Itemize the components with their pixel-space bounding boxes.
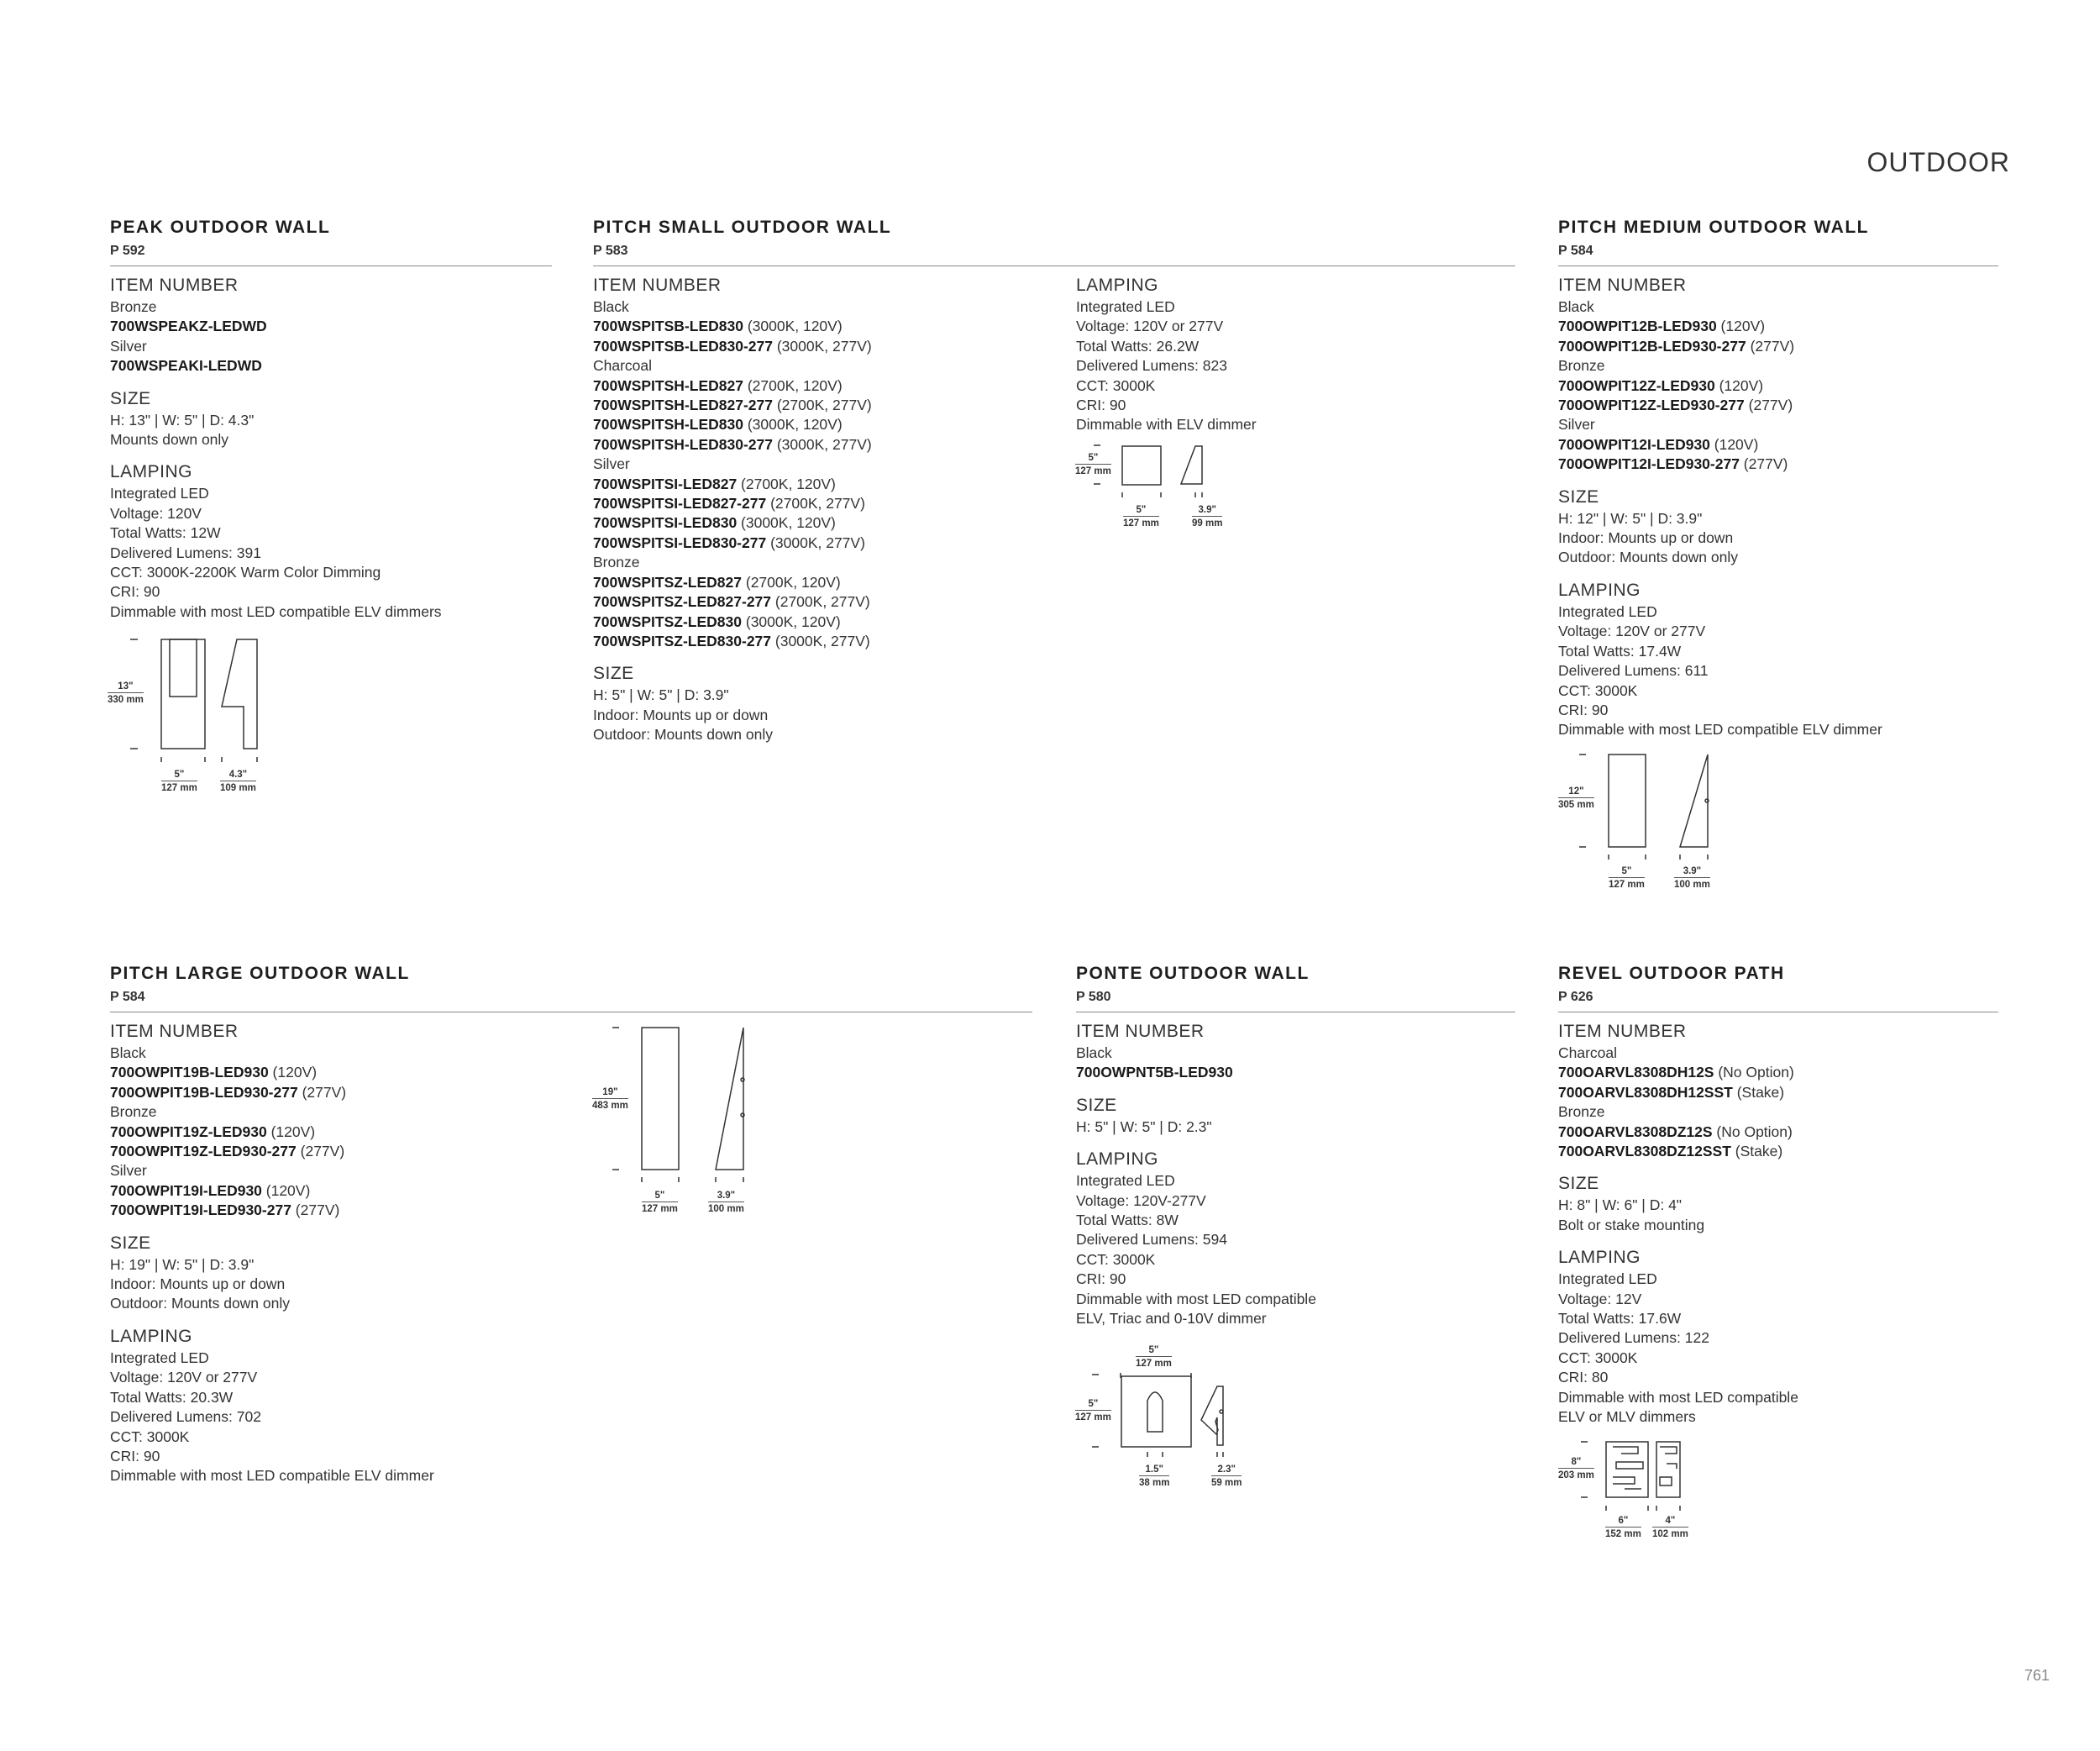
width-inches: 5" xyxy=(174,770,185,780)
product-title-ponte: PONTE OUTDOOR WALL xyxy=(1076,964,1310,983)
sku: 700OWPIT12Z-LED930-277 xyxy=(1558,397,1745,414)
pitch-large-dimension-drawing xyxy=(611,1025,753,1193)
sku-note: (277V) xyxy=(291,1202,340,1219)
product-page-pitch-large: P 584 xyxy=(110,990,145,1004)
product-title-pitch-large: PITCH LARGE OUTDOOR WALL xyxy=(110,964,410,983)
width-mm: 38 mm xyxy=(1139,1475,1169,1489)
finish-label: Black xyxy=(1558,298,1594,315)
sku: 700WSPEAKI-LEDWD xyxy=(110,357,262,375)
top-width-inches: 5" xyxy=(1148,1345,1159,1355)
sku: 700OWPIT19Z-LED930 xyxy=(110,1123,267,1140)
pitch-small-height-dim xyxy=(1075,452,1111,477)
lamping-line: Total Watts: 17.6W xyxy=(1558,1310,1682,1328)
depth-mm: 100 mm xyxy=(708,1202,744,1215)
lamping-line: CCT: 3000K xyxy=(110,1428,190,1445)
lamping-line: Total Watts: 8W xyxy=(1076,1212,1179,1229)
lamping-line: Voltage: 120V-277V xyxy=(1076,1191,1206,1209)
peak-depth-dim xyxy=(220,769,256,794)
ponte-height-dim xyxy=(1075,1398,1111,1423)
lamping-line: CRI: 90 xyxy=(110,583,160,601)
width-inches: 1.5" xyxy=(1145,1464,1163,1475)
sku-note: (277V) xyxy=(1744,397,1793,414)
lamping-line: Voltage: 120V or 277V xyxy=(1076,318,1224,335)
lamping-line: Total Watts: 26.2W xyxy=(1076,337,1200,355)
item-number-heading: ITEM NUMBER xyxy=(110,276,239,295)
lamping-line: Delivered Lumens: 122 xyxy=(1558,1329,1709,1347)
lamping-line: Total Watts: 17.4W xyxy=(1558,642,1682,660)
sku-note: (2700K, 120V) xyxy=(737,475,836,492)
lamping-line: CRI: 90 xyxy=(1076,397,1126,414)
sku: 700WSPITSI-LED830 xyxy=(593,514,738,532)
finish-label: Black xyxy=(1076,1044,1112,1061)
sku-note: (Stake) xyxy=(1732,1083,1785,1101)
sku: 700OWPNT5B-LED930 xyxy=(1076,1064,1233,1081)
size-heading: SIZE xyxy=(1558,486,1599,507)
height-mm: 203 mm xyxy=(1558,1468,1594,1481)
finish-label: Bronze xyxy=(1558,1103,1605,1121)
finish-label: Silver xyxy=(1558,416,1595,434)
lamping-heading: LAMPING xyxy=(1558,1248,1641,1268)
size-line: H: 8" | W: 6" | D: 4" xyxy=(1558,1196,1683,1214)
lamping-line: Voltage: 120V or 277V xyxy=(1558,623,1706,640)
size-heading: SIZE xyxy=(593,664,634,684)
item-number-heading: ITEM NUMBER xyxy=(110,1022,239,1041)
lamping-line: Integrated LED xyxy=(1558,602,1657,620)
depth-inches: 4.3" xyxy=(228,770,248,780)
sku-note: (277V) xyxy=(297,1083,347,1101)
sku-note: (2700K, 120V) xyxy=(743,376,843,394)
lamping-line: CCT: 3000K xyxy=(1558,681,1638,699)
spec-block-revel xyxy=(1558,1020,1798,1428)
size-heading: SIZE xyxy=(1558,1174,1599,1194)
finish-label: Charcoal xyxy=(593,357,653,375)
sku: 700OWPIT12Z-LED930 xyxy=(1558,376,1715,394)
product-title-peak: PEAK OUTDOOR WALL xyxy=(110,218,331,237)
revel-depth-dim xyxy=(1652,1515,1688,1540)
finish-label: Charcoal xyxy=(1558,1044,1618,1061)
sku: 700WSPITSB-LED830-277 xyxy=(593,337,773,355)
sku-note: (2700K, 277V) xyxy=(766,495,865,513)
product-page-pitch-small: P 583 xyxy=(593,244,628,258)
lamping-line: Integrated LED xyxy=(110,485,209,502)
lamping-heading: LAMPING xyxy=(1076,1149,1159,1170)
sku-note: (120V) xyxy=(1716,318,1766,335)
peak-height-dim xyxy=(108,681,144,706)
revel-height-dim xyxy=(1558,1456,1594,1481)
lamping-line: Dimmable with most LED compatible xyxy=(1076,1290,1316,1307)
height-mm: 305 mm xyxy=(1558,797,1594,811)
height-inches: 19" xyxy=(602,1087,618,1097)
width-inches: 6" xyxy=(1618,1516,1629,1526)
ponte-top-width-dim xyxy=(1136,1344,1172,1370)
depth-mm: 99 mm xyxy=(1192,516,1222,529)
sku-note: (120V) xyxy=(1709,435,1759,453)
lamping-line: CCT: 3000K-2200K Warm Color Dimming xyxy=(110,564,381,581)
finish-label: Bronze xyxy=(110,1103,157,1121)
size-line: Indoor: Mounts up or down xyxy=(1558,529,1734,547)
finish-label: Silver xyxy=(110,337,147,355)
sku: 700WSPITSZ-LED830-277 xyxy=(593,632,772,649)
spec-block-pitch-large xyxy=(110,1020,434,1486)
sku: 700WSPITSI-LED830-277 xyxy=(593,534,767,551)
sku: 700WSPITSI-LED827 xyxy=(593,475,738,492)
pitch-small-depth-dim xyxy=(1192,504,1222,529)
revel-width-dim xyxy=(1605,1515,1641,1540)
sku: 700WSPITSI-LED827-277 xyxy=(593,495,767,513)
pitch-medium-dimension-drawing xyxy=(1578,752,1720,870)
sku-note: (3000K, 120V) xyxy=(743,416,843,434)
lamping-line: CCT: 3000K xyxy=(1076,1250,1156,1268)
lamping-line: CRI: 80 xyxy=(1558,1369,1609,1386)
lamping-line: Delivered Lumens: 823 xyxy=(1076,357,1227,375)
spec-block-ponte xyxy=(1076,1020,1316,1328)
depth-inches: 4" xyxy=(1665,1516,1676,1526)
pitch-medium-depth-dim xyxy=(1674,865,1710,891)
sku: 700OWPIT19I-LED930 xyxy=(110,1181,262,1199)
spec-block-peak xyxy=(110,274,442,622)
lamping-line: Integrated LED xyxy=(1558,1270,1657,1288)
product-page-ponte: P 580 xyxy=(1076,990,1111,1004)
height-inches: 13" xyxy=(118,681,134,691)
lamping-line: Delivered Lumens: 391 xyxy=(110,544,261,561)
product-title-pitch-medium: PITCH MEDIUM OUTDOOR WALL xyxy=(1558,218,1869,237)
sku: 700WSPITSH-LED830-277 xyxy=(593,435,773,453)
sku: 700WSPITSZ-LED830 xyxy=(593,613,742,630)
lamping-line: Voltage: 12V xyxy=(1558,1290,1642,1307)
depth-mm: 59 mm xyxy=(1211,1475,1242,1489)
height-inches: 8" xyxy=(1571,1457,1582,1467)
product-title-revel: REVEL OUTDOOR PATH xyxy=(1558,964,1785,983)
size-line: H: 5" | W: 5" | D: 2.3" xyxy=(1076,1117,1212,1135)
depth-inches: 3.9" xyxy=(717,1191,736,1201)
pitch-large-depth-dim xyxy=(708,1190,744,1215)
spec-block-pitch-medium xyxy=(1558,274,1882,740)
finish-label: Black xyxy=(593,298,629,315)
sku: 700OARVL8308DH12SST xyxy=(1558,1083,1733,1101)
page-number: 761 xyxy=(2024,1667,2050,1684)
height-mm: 127 mm xyxy=(1075,464,1111,477)
lamping-line: Total Watts: 12W xyxy=(110,524,221,542)
sku-note: (No Option) xyxy=(1714,1064,1794,1081)
item-number-heading: ITEM NUMBER xyxy=(1558,276,1687,295)
sku: 700WSPITSB-LED830 xyxy=(593,318,743,335)
lamping-line: ELV or MLV dimmers xyxy=(1558,1408,1696,1426)
lamping-line: CRI: 90 xyxy=(1558,701,1609,718)
height-mm: 483 mm xyxy=(592,1098,628,1112)
lamping-line: Integrated LED xyxy=(110,1349,209,1366)
finish-label: Bronze xyxy=(593,554,640,571)
sku: 700OWPIT19B-LED930-277 xyxy=(110,1083,298,1101)
sku-note: (No Option) xyxy=(1712,1123,1793,1140)
size-line: Outdoor: Mounts down only xyxy=(593,726,774,744)
product-page-revel: P 626 xyxy=(1558,990,1593,1004)
item-number-heading: ITEM NUMBER xyxy=(1076,1022,1205,1041)
sku-note: (120V) xyxy=(1714,376,1764,394)
lamping-line: Delivered Lumens: 702 xyxy=(110,1408,261,1426)
peak-width-dim xyxy=(161,769,197,794)
sku: 700OARVL8308DZ12S xyxy=(1558,1123,1713,1140)
finish-label: Bronze xyxy=(1558,357,1605,375)
sku-note: (120V) xyxy=(261,1181,311,1199)
sku-note: (277V) xyxy=(1746,337,1795,355)
depth-mm: 102 mm xyxy=(1652,1527,1688,1540)
lamping-line: Dimmable with most LED compatible xyxy=(1558,1388,1798,1406)
size-line: Outdoor: Mounts down only xyxy=(1558,549,1739,566)
sku: 700OWPIT12B-LED930 xyxy=(1558,318,1717,335)
sku-note: (3000K, 277V) xyxy=(766,534,865,551)
width-inches: 5" xyxy=(1621,866,1632,876)
finish-label: Bronze xyxy=(110,298,157,315)
ponte-depth-dim xyxy=(1211,1464,1242,1489)
size-heading: SIZE xyxy=(1076,1095,1117,1115)
revel-dimension-drawing xyxy=(1579,1438,1697,1514)
width-inches: 5" xyxy=(654,1191,665,1201)
depth-inches: 3.9" xyxy=(1198,505,1216,515)
pitch-medium-width-dim xyxy=(1609,865,1645,891)
size-line: H: 19" | W: 5" | D: 3.9" xyxy=(110,1255,255,1273)
width-mm: 152 mm xyxy=(1605,1527,1641,1540)
width-inches: 5" xyxy=(1136,505,1147,515)
sku: 700OWPIT19I-LED930-277 xyxy=(110,1202,291,1219)
lamping-line: CRI: 90 xyxy=(110,1447,160,1464)
sku-note: (3000K, 277V) xyxy=(772,337,872,355)
sku-note: (3000K, 120V) xyxy=(742,613,841,630)
finish-label: Black xyxy=(110,1044,146,1061)
top-width-mm: 127 mm xyxy=(1136,1356,1172,1370)
height-inches: 5" xyxy=(1088,1399,1099,1409)
lamping-line: Total Watts: 20.3W xyxy=(110,1388,234,1406)
item-number-heading: ITEM NUMBER xyxy=(593,276,722,295)
size-heading: SIZE xyxy=(110,388,151,408)
sku: 700OWPIT19Z-LED930-277 xyxy=(110,1143,297,1160)
lamping-line: CCT: 3000K xyxy=(1076,376,1156,394)
sku-note: (2700K, 277V) xyxy=(772,397,872,414)
lamping-line: Voltage: 120V or 277V xyxy=(110,1369,258,1386)
pitch-large-height-dim xyxy=(592,1086,628,1112)
item-block-pitch-small xyxy=(593,274,872,745)
sku: 700WSPITSZ-LED827 xyxy=(593,573,742,591)
sku-note: (120V) xyxy=(268,1064,318,1081)
lamping-line: CCT: 3000K xyxy=(1558,1349,1638,1366)
lamping-line: ELV, Triac and 0-10V dimmer xyxy=(1076,1310,1267,1328)
sku-note: (3000K, 120V) xyxy=(737,514,836,532)
sku-note: (2700K, 120V) xyxy=(742,573,841,591)
lamping-line: Integrated LED xyxy=(1076,298,1175,315)
lamping-line: Integrated LED xyxy=(1076,1172,1175,1190)
lamping-line: CRI: 90 xyxy=(1076,1270,1126,1288)
height-inches: 5" xyxy=(1088,453,1099,463)
product-page-pitch-medium: P 584 xyxy=(1558,244,1593,258)
size-heading: SIZE xyxy=(110,1233,151,1253)
width-mm: 127 mm xyxy=(1123,516,1159,529)
height-mm: 330 mm xyxy=(108,692,144,706)
lamping-line: Delivered Lumens: 611 xyxy=(1558,662,1709,680)
sku: 700WSPEAKZ-LEDWD xyxy=(110,318,267,335)
lamping-line: Delivered Lumens: 594 xyxy=(1076,1231,1227,1249)
sku-note: (277V) xyxy=(1739,455,1788,473)
lamping-line: Dimmable with most LED compatible ELV dimmer xyxy=(1558,721,1882,739)
depth-mm: 109 mm xyxy=(220,781,256,794)
width-mm: 127 mm xyxy=(1609,877,1645,891)
size-line: H: 12" | W: 5" | D: 3.9" xyxy=(1558,509,1703,527)
sku: 700OARVL8308DZ12SST xyxy=(1558,1143,1731,1160)
sku: 700WSPITSH-LED827-277 xyxy=(593,397,773,414)
sku-note: (120V) xyxy=(266,1123,316,1140)
sku: 700OARVL8308DH12S xyxy=(1558,1064,1714,1081)
pitch-small-width-dim xyxy=(1123,504,1159,529)
lamping-heading: LAMPING xyxy=(110,1326,193,1346)
sku: 700OWPIT12I-LED930 xyxy=(1558,435,1710,453)
ponte-width-dim xyxy=(1139,1464,1169,1489)
product-page-peak: P 592 xyxy=(110,244,145,258)
size-line: H: 5" | W: 5" | D: 3.9" xyxy=(593,686,729,704)
lamping-heading: LAMPING xyxy=(1558,580,1641,600)
size-line: Bolt or stake mounting xyxy=(1558,1216,1705,1233)
height-mm: 127 mm xyxy=(1075,1410,1111,1423)
width-mm: 127 mm xyxy=(161,781,197,794)
sku-note: (2700K, 277V) xyxy=(771,593,870,611)
sku: 700OWPIT12I-LED930-277 xyxy=(1558,455,1740,473)
finish-label: Silver xyxy=(110,1162,147,1180)
pitch-medium-height-dim xyxy=(1558,786,1594,811)
size-line: Indoor: Mounts up or down xyxy=(593,706,769,723)
depth-inches: 2.3" xyxy=(1217,1464,1236,1475)
depth-inches: 3.9" xyxy=(1683,866,1702,876)
depth-mm: 100 mm xyxy=(1674,877,1710,891)
pitch-small-dimension-drawing xyxy=(1092,444,1243,511)
sku-note: (277V) xyxy=(296,1143,345,1160)
width-mm: 127 mm xyxy=(642,1202,678,1215)
sku: 700OWPIT12B-LED930-277 xyxy=(1558,337,1746,355)
sku: 700WSPITSZ-LED827-277 xyxy=(593,593,772,611)
size-line: H: 13" | W: 5" | D: 4.3" xyxy=(110,411,255,429)
sku: 700OWPIT19B-LED930 xyxy=(110,1064,269,1081)
sku: 700WSPITSH-LED830 xyxy=(593,416,743,434)
sku: 700WSPITSH-LED827 xyxy=(593,376,743,394)
sku-note: (3000K, 277V) xyxy=(772,435,872,453)
sku-note: (3000K, 120V) xyxy=(743,318,843,335)
height-inches: 12" xyxy=(1568,786,1584,797)
sku-note: (Stake) xyxy=(1730,1143,1783,1160)
pitch-large-width-dim xyxy=(642,1190,678,1215)
lamping-line: Dimmable with most LED compatible ELV dimmer xyxy=(110,1467,434,1485)
lamping-heading: LAMPING xyxy=(1076,276,1159,295)
lamping-heading: LAMPING xyxy=(110,462,193,482)
sku-note: (3000K, 277V) xyxy=(771,632,870,649)
finish-label: Silver xyxy=(593,455,630,473)
ponte-dimension-drawing xyxy=(1090,1371,1258,1472)
item-number-heading: ITEM NUMBER xyxy=(1558,1022,1687,1041)
peak-dimension-drawing xyxy=(126,634,269,760)
size-line: Outdoor: Mounts down only xyxy=(110,1295,291,1312)
size-line: Mounts down only xyxy=(110,431,229,449)
section-title: OUTDOOR xyxy=(1866,147,2010,177)
size-line: Indoor: Mounts up or down xyxy=(110,1275,286,1293)
product-title-pitch-small: PITCH SMALL OUTDOOR WALL xyxy=(593,218,892,237)
lamping-line: Voltage: 120V xyxy=(110,504,202,522)
lamping-block-pitch-small xyxy=(1076,274,1257,435)
lamping-line: Dimmable with most LED compatible ELV dimmers xyxy=(110,602,442,620)
lamping-line: Dimmable with ELV dimmer xyxy=(1076,416,1257,434)
